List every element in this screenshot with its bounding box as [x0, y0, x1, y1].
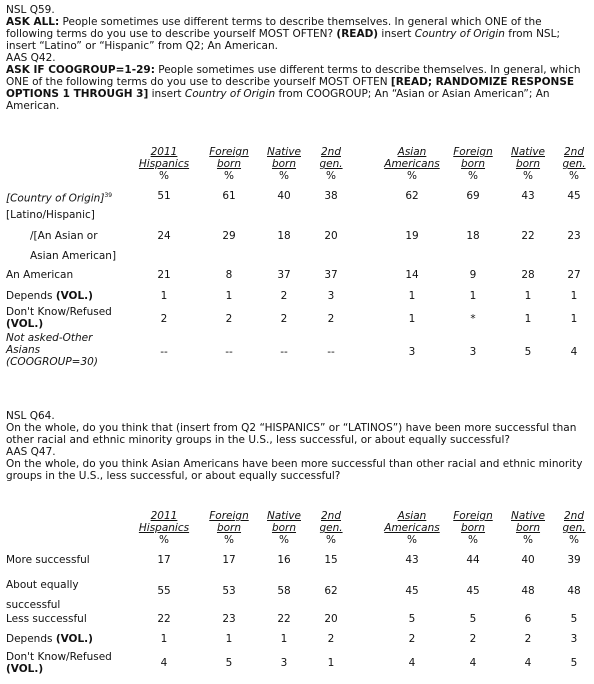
- table-cell: 6: [524, 613, 532, 625]
- table-cell: 2: [280, 313, 288, 325]
- table-cell: 1: [570, 313, 578, 325]
- question-text: [6, 16, 592, 52]
- table-cell: 55: [157, 585, 171, 597]
- table-cell: 2: [160, 313, 168, 325]
- table-cell: 39: [567, 554, 581, 566]
- table-cell: 38: [324, 190, 338, 202]
- row-label-part: (VOL.): [6, 318, 44, 330]
- table-cell: 22: [277, 613, 291, 625]
- column-header-line2: born: [460, 158, 486, 170]
- question-text-part: insert: [378, 28, 415, 40]
- table-cell: 18: [466, 230, 480, 242]
- table-cell: 20: [324, 613, 338, 625]
- table-cell: 2: [225, 313, 233, 325]
- column-header-line2: gen.: [562, 158, 586, 170]
- column-header-percent: %: [159, 534, 169, 546]
- column-header-line2: Americans: [384, 522, 440, 534]
- column-header-percent: %: [326, 170, 336, 182]
- row-label: [6, 651, 112, 675]
- table-cell: 4: [469, 657, 477, 669]
- table-cell: 5: [225, 657, 233, 669]
- footnote-marker: 39: [104, 192, 113, 199]
- table-cell: 37: [277, 269, 291, 281]
- table-cell: 22: [521, 230, 535, 242]
- column-header-line2: born: [216, 158, 242, 170]
- table-cell: 1: [160, 633, 168, 645]
- table-cell: 5: [524, 346, 532, 358]
- column-header-line2: gen.: [319, 522, 343, 534]
- column-header-line1: Foreign: [453, 146, 493, 158]
- row-label-part: [Latino/Hispanic]: [6, 209, 95, 221]
- column-header-line1: 2nd: [563, 146, 584, 158]
- row-label-part: (VOL.): [55, 290, 93, 302]
- row-label: [6, 575, 79, 615]
- question-id: AAS Q42.: [6, 52, 56, 64]
- table-cell: 18: [277, 230, 291, 242]
- table-cell: 51: [157, 190, 171, 202]
- table-cell: 62: [324, 585, 338, 597]
- column-header-percent: %: [279, 534, 289, 546]
- column-header-line2: born: [515, 158, 541, 170]
- table-cell: 48: [521, 585, 535, 597]
- table-cell: --: [280, 346, 288, 358]
- column-header-percent: %: [326, 534, 336, 546]
- table-cell: 5: [408, 613, 416, 625]
- column-header-line2: gen.: [319, 158, 343, 170]
- table-cell: 4: [570, 346, 578, 358]
- table-cell: 20: [324, 230, 338, 242]
- row-label-part: Depends: [6, 290, 56, 302]
- column-header-percent: %: [569, 534, 579, 546]
- table-cell: --: [160, 346, 168, 358]
- row-label-part: successful: [6, 599, 61, 611]
- question-text: [6, 64, 592, 112]
- table-cell: 43: [405, 554, 419, 566]
- table-cell: 1: [524, 290, 532, 302]
- column-header-line2: Americans: [384, 158, 440, 170]
- row-label-part: (COOGROUP=30): [6, 356, 98, 368]
- question-text-part: insert: [148, 88, 185, 100]
- table-cell: 3: [327, 290, 335, 302]
- column-header-line1: Native: [267, 510, 301, 522]
- row-label: [6, 306, 112, 330]
- column-header-line1: 2nd: [320, 146, 341, 158]
- table-cell: 1: [524, 313, 532, 325]
- table-cell: 58: [277, 585, 291, 597]
- table-cell: 45: [567, 190, 581, 202]
- table-cell: 1: [570, 290, 578, 302]
- table-cell: 4: [160, 657, 168, 669]
- column-header-line1: Native: [511, 510, 545, 522]
- table-cell: 23: [222, 613, 236, 625]
- column-header-percent: %: [224, 534, 234, 546]
- table-cell: 24: [157, 230, 171, 242]
- column-header-line1: 2nd: [563, 510, 584, 522]
- column-header-line2: born: [271, 522, 297, 534]
- country-of-origin-text: Country of Origin: [414, 28, 505, 40]
- question-text-part: from NSL; insert “Latino” or “Hispanic” from Q2; An American.: [6, 28, 560, 52]
- table-cell: 29: [222, 230, 236, 242]
- row-label: [30, 230, 98, 242]
- table-cell: 40: [277, 190, 291, 202]
- row-label-part: Don't Know/Refused: [6, 651, 112, 663]
- column-header-line1: 2011: [150, 146, 178, 158]
- table-cell: 22: [157, 613, 171, 625]
- question-text: On the whole, do you think Asian Americans have been more successful than other racial and ethnic minority groups in the U.S., less successful, or about equally successful?: [6, 458, 583, 482]
- table-cell: 19: [405, 230, 419, 242]
- table-cell: --: [327, 346, 335, 358]
- row-label: [6, 209, 95, 221]
- table-cell: 2: [524, 633, 532, 645]
- question-block-q59: [6, 4, 592, 112]
- table-cell: 3: [408, 346, 416, 358]
- table-cell: 8: [225, 269, 233, 281]
- table-cell: 2: [408, 633, 416, 645]
- table-cell: 37: [324, 269, 338, 281]
- table-cell: 44: [466, 554, 480, 566]
- table-cell: 45: [405, 585, 419, 597]
- column-header: [291, 146, 371, 182]
- question-id: NSL Q64.: [6, 410, 55, 422]
- row-label-part: Don't Know/Refused: [6, 306, 112, 318]
- table-cell: 9: [469, 269, 477, 281]
- table-cell: 40: [521, 554, 535, 566]
- table-cell: 5: [570, 613, 578, 625]
- row-label: [6, 613, 87, 625]
- table-cell: 2: [280, 290, 288, 302]
- column-header: [534, 510, 594, 546]
- row-label-part: Asian American]: [30, 250, 117, 262]
- table-cell: 4: [408, 657, 416, 669]
- ask-all-label: ASK ALL:: [6, 16, 60, 28]
- table-cell: 53: [222, 585, 236, 597]
- row-label-part: An American: [6, 269, 74, 281]
- column-header: [534, 146, 594, 182]
- column-header-percent: %: [523, 170, 533, 182]
- column-header-line1: Foreign: [209, 146, 249, 158]
- column-header-line1: Asian: [397, 146, 427, 158]
- table-cell: 1: [469, 290, 477, 302]
- column-header: [291, 510, 371, 546]
- table-cell: 2: [469, 633, 477, 645]
- row-label-part: About equally: [6, 579, 79, 591]
- read-label: (READ): [336, 28, 379, 40]
- column-header-line2: born: [515, 522, 541, 534]
- table-cell: 1: [225, 633, 233, 645]
- column-header-line1: 2nd: [320, 510, 341, 522]
- column-header-percent: %: [468, 170, 478, 182]
- column-header-percent: %: [224, 170, 234, 182]
- column-header-line2: born: [216, 522, 242, 534]
- column-header-percent: %: [407, 534, 417, 546]
- table-cell: 61: [222, 190, 236, 202]
- table-cell: 17: [157, 554, 171, 566]
- row-label-part: [Country of Origin]: [6, 192, 105, 205]
- table-cell: 1: [327, 657, 335, 669]
- table-cell: 3: [280, 657, 288, 669]
- table-cell: 43: [521, 190, 535, 202]
- row-label: [6, 269, 73, 281]
- table-cell: 27: [567, 269, 581, 281]
- column-header-percent: %: [279, 170, 289, 182]
- country-of-origin-text: Country of Origin: [184, 88, 276, 100]
- column-header-line1: Foreign: [209, 510, 249, 522]
- table-cell: 45: [466, 585, 480, 597]
- table-cell: 1: [408, 290, 416, 302]
- question-text-part: People sometimes use different terms to describe themselves. In general, which ONE of the following terms do you use to describe yourself MOST OFTEN: [6, 64, 581, 88]
- row-label: [6, 633, 93, 645]
- row-label-part: (VOL.): [6, 663, 44, 675]
- table-cell: *: [470, 313, 476, 325]
- table-cell: 1: [280, 633, 288, 645]
- row-label-part: /[An Asian or: [30, 230, 98, 242]
- row-label: [6, 190, 112, 205]
- row-label-part: More successful: [6, 554, 90, 566]
- column-header-line2: born: [460, 522, 486, 534]
- row-label: [6, 332, 98, 368]
- table-cell: 62: [405, 190, 419, 202]
- row-label: [6, 290, 93, 302]
- question-id: NSL Q59.: [6, 4, 55, 16]
- row-label: [6, 554, 90, 566]
- column-header-line2: gen.: [562, 522, 586, 534]
- column-header-percent: %: [523, 534, 533, 546]
- table-cell: 28: [521, 269, 535, 281]
- column-header-line1: Foreign: [453, 510, 493, 522]
- randomize-label: [READ; RANDOMIZE RESPONSE OPTIONS 1 THROUGH 3]: [6, 76, 575, 100]
- column-header-line2: born: [271, 158, 297, 170]
- table-cell: 17: [222, 554, 236, 566]
- table-cell: 4: [524, 657, 532, 669]
- row-label-part: Depends: [6, 633, 56, 645]
- table-cell: 14: [405, 269, 419, 281]
- table-cell: --: [225, 346, 233, 358]
- row-label-part: Less successful: [6, 613, 87, 625]
- table-cell: 69: [466, 190, 480, 202]
- column-header-percent: %: [569, 170, 579, 182]
- table-cell: 2: [327, 633, 335, 645]
- table-cell: 5: [570, 657, 578, 669]
- ask-if-label: ASK IF COOGROUP=1-29:: [6, 64, 155, 76]
- question-text-part: People sometimes use different terms to describe themselves. In general which ONE of the following terms do you use to describe yourself MOST OFTEN?: [6, 16, 542, 40]
- table-cell: 2: [327, 313, 335, 325]
- column-header-percent: %: [407, 170, 417, 182]
- table-cell: 21: [157, 269, 171, 281]
- column-header-line1: Native: [267, 146, 301, 158]
- table-cell: 3: [469, 346, 477, 358]
- row-label-part: (VOL.): [55, 633, 93, 645]
- table-cell: 1: [225, 290, 233, 302]
- column-header-line2: Hispanics: [138, 522, 190, 534]
- column-header-line1: Native: [511, 146, 545, 158]
- table-cell: 3: [570, 633, 578, 645]
- table-cell: 48: [567, 585, 581, 597]
- table-cell: 16: [277, 554, 291, 566]
- column-header-line2: Hispanics: [138, 158, 190, 170]
- table-cell: 1: [160, 290, 168, 302]
- question-text-part: from COOGROUP; An “Asian or Asian American”; An American.: [6, 88, 550, 112]
- row-label: [30, 250, 116, 262]
- column-header-percent: %: [159, 170, 169, 182]
- column-header-line1: Asian: [397, 510, 427, 522]
- table-cell: 23: [567, 230, 581, 242]
- row-label-part: Asians: [6, 344, 41, 356]
- table-cell: 5: [469, 613, 477, 625]
- table-cell: 15: [324, 554, 338, 566]
- question-block-q64: [6, 410, 592, 482]
- column-header-line1: 2011: [150, 510, 178, 522]
- question-text: On the whole, do you think that (insert from Q2 “HISPANICS” or “LATINOS”) have been more successful than other racial and ethnic minority groups in the U.S., less successful, or about equally successful?: [6, 422, 577, 446]
- question-id: AAS Q47.: [6, 446, 56, 458]
- column-header-percent: %: [468, 534, 478, 546]
- table-cell: 1: [408, 313, 416, 325]
- row-label-part: Not asked-Other: [6, 332, 93, 344]
